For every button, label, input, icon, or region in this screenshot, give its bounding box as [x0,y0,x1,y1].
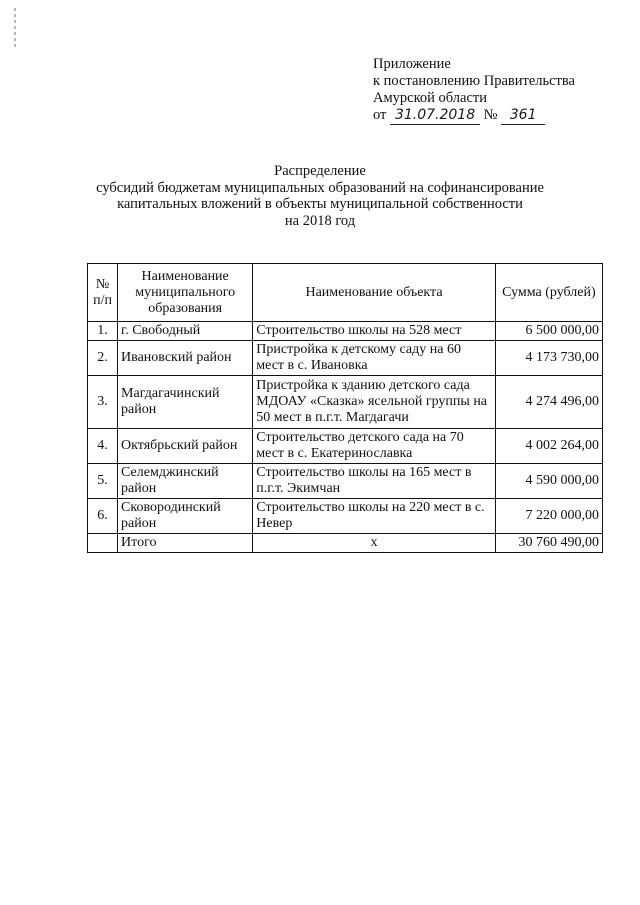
row-num: 2. [88,341,118,376]
row-object: Пристройка к детскому саду на 60 мест в с. Ивановка [253,341,495,376]
row-num: 5. [88,464,118,499]
row-object: Строительство школы на 220 мест в с. Невер [253,499,495,534]
table-header-row [88,264,603,322]
number-label: № [483,107,498,123]
total-object: х [253,534,495,553]
appendix-line-1: Приложение [373,56,451,72]
table-row [88,376,603,429]
row-municipality: Ивановский район [118,341,253,376]
appendix-line-2: к постановлению Правительства [373,73,575,89]
row-num: 4. [88,429,118,464]
total-label: Итого [118,534,253,553]
title-line-2: субсидий бюджетам муниципальных образований на софинансирование [96,179,544,196]
row-municipality: Сковородинский район [118,499,253,534]
table-row [88,322,603,341]
table-row [88,499,603,534]
row-municipality: г. Свободный [118,322,253,341]
from-label: от [373,107,387,123]
header-sum: Сумма (рублей) [495,264,602,322]
row-sum: 4 173 730,00 [495,341,602,376]
row-num: 3. [88,376,118,429]
title-line-3: капитальных вложений в объекты муниципальной собственности [117,196,523,212]
row-sum: 4 274 496,00 [495,376,602,429]
row-sum: 4 590 000,00 [495,464,602,499]
header-num: № п/п [88,264,118,322]
table-row [88,464,603,499]
title-line-1: Распределение [274,163,366,179]
appendix-date-line [373,107,575,125]
row-object: Пристройка к зданию детского сада МДОАУ «Сказка» ясельной группы на 50 мест в п.г.т. Магдагачи [253,376,495,429]
appendix-line-3: Амурской области [373,90,487,106]
row-sum: 7 220 000,00 [495,499,602,534]
appendix-block [373,56,575,125]
handwritten-number: 361 [501,107,545,125]
header-object: Наименование объекта [253,264,495,322]
table-row [88,429,603,464]
row-object: Строительство школы на 165 мест в п.г.т. Экимчан [253,464,495,499]
row-num: 1. [88,322,118,341]
row-object: Строительство школы на 528 мест [253,322,495,341]
row-municipality: Октябрьский район [118,429,253,464]
total-num [88,534,118,553]
title-line-4: на 2018 год [284,212,356,229]
row-object: Строительство детского сада на 70 мест в с. Екатеринославка [253,429,495,464]
handwritten-date: 31.07.2018 [390,107,480,125]
row-sum: 4 002 264,00 [495,429,602,464]
distribution-table [87,263,603,553]
row-municipality: Селемджинский район [118,464,253,499]
total-row [88,534,603,553]
scan-edge-mark [14,8,16,50]
header-municipality: Наименование муниципального образования [118,264,253,322]
row-sum: 6 500 000,00 [495,322,602,341]
document-title [0,163,640,229]
row-municipality: Магдагачинский район [118,376,253,429]
total-sum: 30 760 490,00 [495,534,602,553]
table-row [88,341,603,376]
row-num: 6. [88,499,118,534]
